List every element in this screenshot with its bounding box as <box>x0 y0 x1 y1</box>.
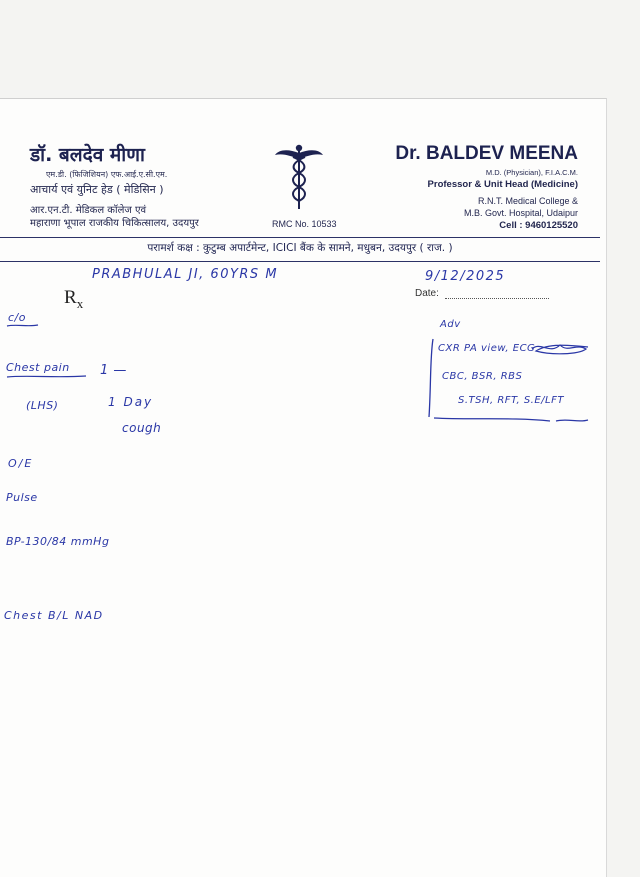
underline-stroke <box>6 323 40 329</box>
advice-line-1: CXR PA view, ECG <box>438 343 536 354</box>
date-handwritten: 9/12/2025 <box>425 269 506 284</box>
caduceus-icon <box>273 143 325 211</box>
hospital-english: M.B. Govt. Hospital, Udaipur <box>463 208 578 218</box>
scribble-mark <box>530 339 592 359</box>
exam-chest: Chest B/L NAD <box>4 609 104 622</box>
rmc-number: RMC No. 10533 <box>272 219 337 229</box>
underline-stroke <box>6 374 88 380</box>
patient-name-handwritten: PRABHULAL JI, 60YRS M <box>92 267 279 282</box>
header-rule-top <box>0 237 600 238</box>
exam-bp: BP-130/84 mmHg <box>6 535 110 548</box>
complaint-co: c/o <box>8 311 26 324</box>
complaint-one-day: 1 Day <box>108 395 154 409</box>
header-rule-bottom <box>0 261 600 262</box>
exam-oe: O/E <box>8 457 34 470</box>
complaint-cough: cough <box>122 421 162 435</box>
advice-bracket <box>426 337 436 419</box>
exam-pulse: Pulse <box>6 491 38 504</box>
designation-hindi: आचार्य एवं युनिट हेड ( मेडिसिन ) <box>30 183 164 196</box>
prescription-sheet <box>0 98 607 877</box>
underline-stroke <box>432 415 592 425</box>
complaint-chest-pain: Chest pain <box>6 361 70 374</box>
advice-heading: Adv <box>440 319 461 330</box>
doctor-degrees-hindi: एम.डी. (फिजिशियन) एफ.आई.ए.सी.एम. <box>46 170 168 179</box>
complaint-lhs: (LHS) <box>26 399 59 412</box>
date-label: Date: <box>415 288 439 299</box>
designation-english: Professor & Unit Head (Medicine) <box>427 179 578 190</box>
hospital-hindi: महाराणा भूपाल राजकीय चिकित्सालय, उदयपुर <box>30 218 199 229</box>
doctor-name-english: Dr. BALDEV MEENA <box>395 143 578 164</box>
complaint-duration-mark: 1 — <box>100 363 127 378</box>
rx-symbol: $R_x$ <box>64 287 84 311</box>
advice-line-2: CBC, BSR, RBS <box>442 371 523 382</box>
doctor-name-hindi: डॉ. बलदेव मीणा <box>30 144 145 166</box>
clinic-address: परामर्श कक्ष : कुटुम्ब अपार्टमेन्ट, ICICI बैंक के सामने, मधुबन, उदयपुर ( राज. ) <box>147 242 453 254</box>
advice-line-3: S.TSH, RFT, S.E/LFT <box>458 395 564 406</box>
college-hindi: आर.एन.टी. मेडिकल कॉलेज एवं <box>30 205 147 216</box>
doctor-degrees-english: M.D. (Physician), F.I.A.C.M. <box>485 168 578 177</box>
date-dotted-line <box>445 298 549 299</box>
college-english: R.N.T. Medical College & <box>477 196 578 206</box>
cell-number: Cell : 9460125520 <box>499 220 578 231</box>
